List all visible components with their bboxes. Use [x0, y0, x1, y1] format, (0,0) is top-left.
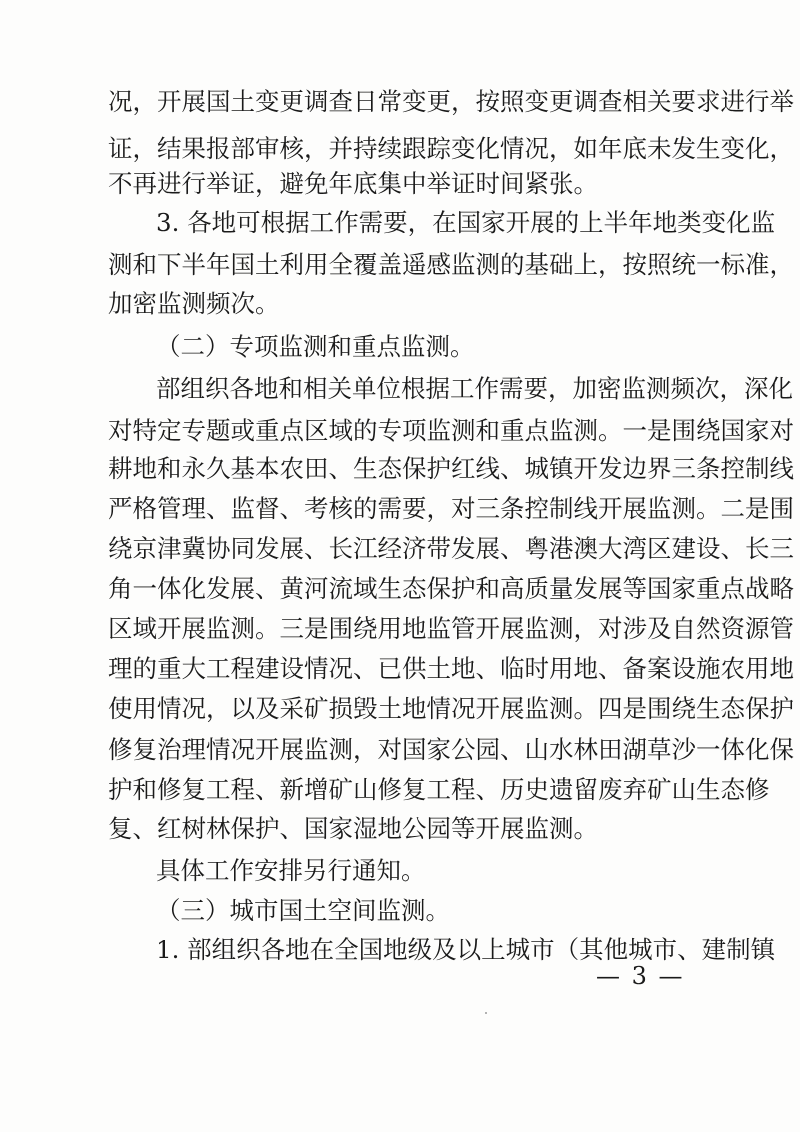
paragraph-line: 理的重大工程建设情况、已供土地、临时用地、备案设施农用地: [108, 654, 794, 683]
paragraph-line: 对特定专题或重点区域的专项监测和重点监测。一是围绕国家对: [108, 416, 794, 445]
paragraph-line: 加密监测频次。: [108, 289, 280, 318]
paragraph-line: 耕地和永久基本农田、生态保护红线、城镇开发边界三条控制线: [108, 454, 794, 483]
paragraph-line: 角一体化发展、黄河流域生态保护和高质量发展等国家重点战略: [108, 574, 794, 603]
paragraph-line: 绕京津冀协同发展、长江经济带发展、粤港澳大湾区建设、长三: [108, 534, 794, 563]
paragraph-line: 3. 各地可根据工作需要，在国家开展的上半年地类变化监: [156, 208, 776, 237]
section-heading: （三）城市国土空间监测。: [156, 896, 450, 925]
paragraph-line: 使用情况，以及采矿损毁土地情况开展监测。四是围绕生态保护: [108, 694, 794, 723]
paragraph-line: 区域开展监测。三是围绕用地监管开展监测，对涉及自然资源管: [108, 614, 794, 643]
page-number: — 3 —: [596, 962, 685, 990]
paragraph-line: 具体工作安排另行通知。: [156, 856, 426, 885]
section-heading: （二）专项监测和重点监测。: [156, 332, 475, 361]
paragraph-line: 证，结果报部审核，并持续跟踪变化情况，如年底未发生变化，: [108, 134, 794, 163]
paragraph-line: 复、红树林保护、国家湿地公园等开展监测。: [108, 814, 598, 843]
paragraph-line: 严格管理、监督、考核的需要，对三条控制线开展监测。二是围: [108, 494, 794, 523]
paragraph-line: 修复治理情况开展监测，对国家公园、山水林田湖草沙一体化保: [108, 735, 794, 764]
paragraph-line: 护和修复工程、新增矿山修复工程、历史遗留废弃矿山生态修: [108, 775, 770, 804]
paragraph-line: 不再进行举证，避免年底集中举证时间紧张。: [108, 169, 598, 198]
paragraph-line: 况，开展国土变更调查日常变更，按照变更调查相关要求进行举: [108, 87, 794, 116]
paragraph-line: 部组织各地和相关单位根据工作需要，加密监测频次，深化: [156, 374, 793, 403]
paragraph-line: 测和下半年国土利用全覆盖遥感监测的基础上，按照统一标准，: [108, 250, 794, 279]
scan-speck: [485, 1012, 487, 1014]
paragraph-line: 1. 部组织各地在全国地级及以上城市（其他城市、建制镇: [156, 935, 776, 964]
